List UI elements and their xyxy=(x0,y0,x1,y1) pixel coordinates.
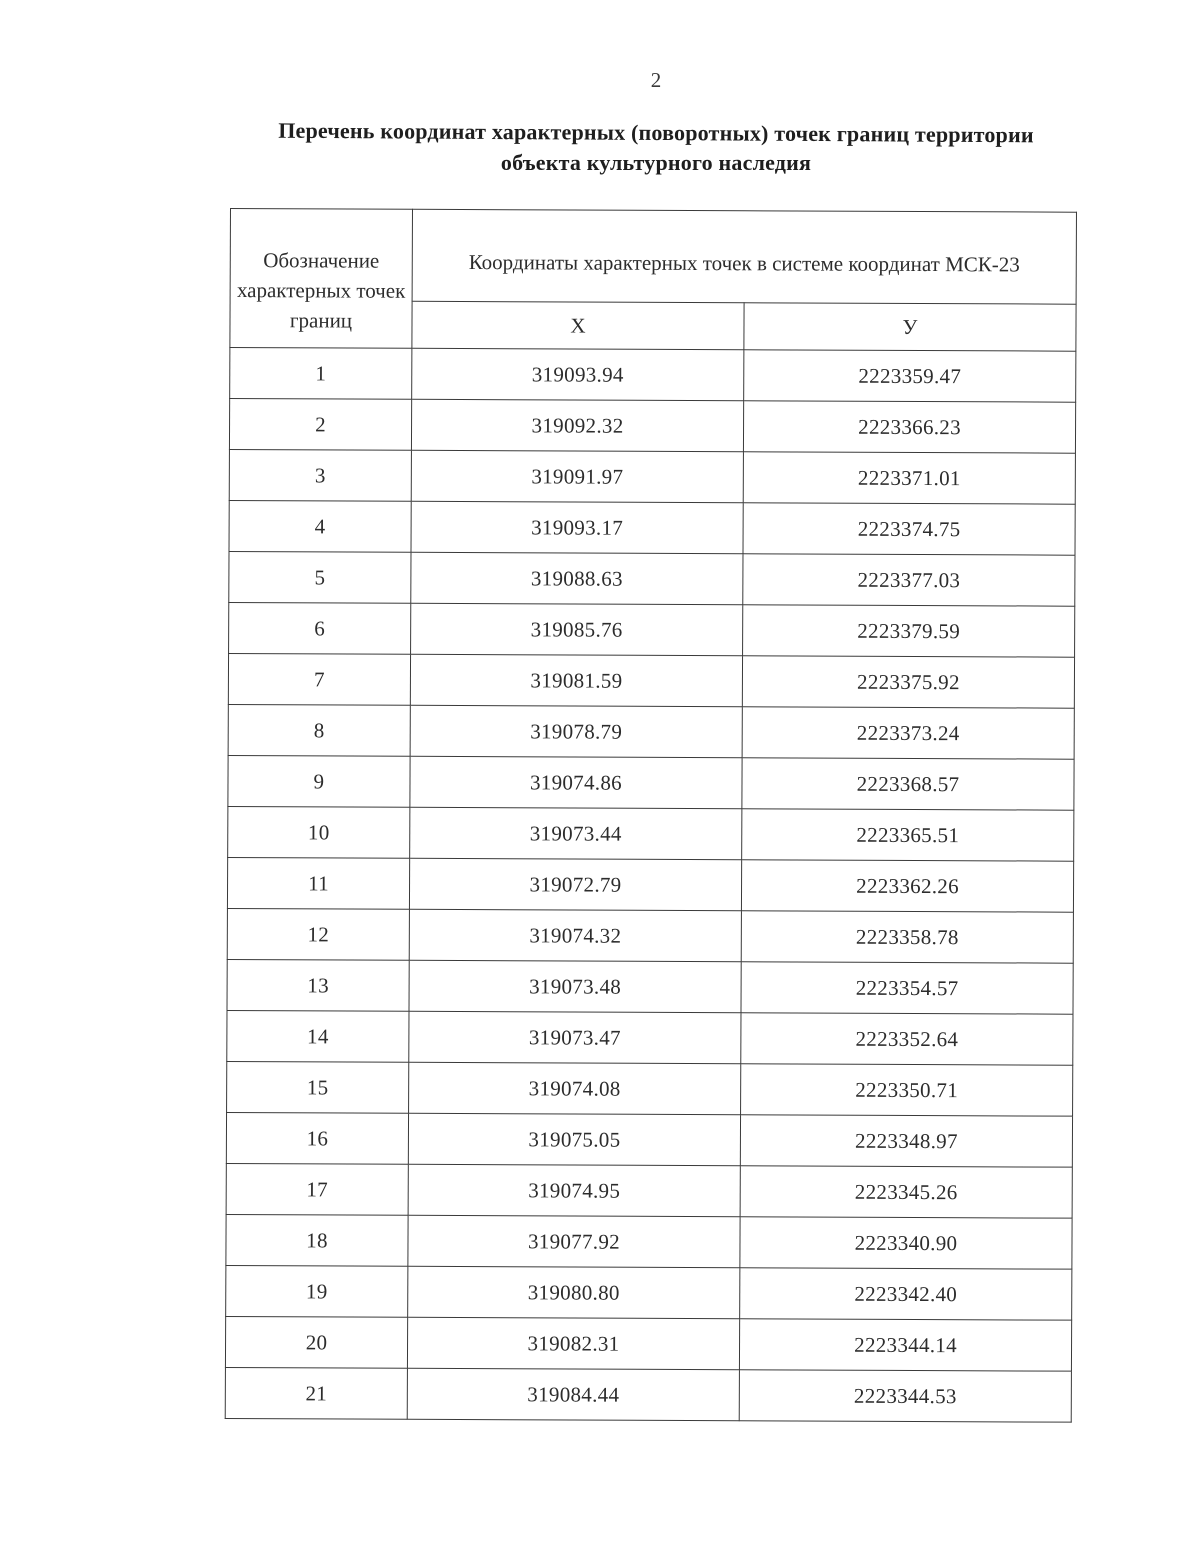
cell-y-coordinate xyxy=(743,503,1075,555)
cell-x-coordinate xyxy=(411,450,743,502)
cell-y-coordinate xyxy=(743,452,1075,504)
cell-y-coordinate xyxy=(741,1013,1073,1065)
table-row xyxy=(230,348,1076,403)
cell-x-coordinate xyxy=(411,552,743,604)
cell-point-number-value: 8 xyxy=(313,717,325,742)
cell-x-coordinate xyxy=(408,1113,740,1165)
cell-point-number xyxy=(227,857,409,909)
cell-point-number-value: 2 xyxy=(315,411,327,436)
cell-x-coordinate xyxy=(409,909,741,961)
cell-point-number-value: 10 xyxy=(307,819,330,844)
cell-y-coordinate xyxy=(741,911,1073,963)
table-header xyxy=(230,209,1077,352)
page-number: 2 xyxy=(650,68,662,92)
cell-point-number xyxy=(229,500,411,552)
cell-y-coordinate-value: 2223362.26 xyxy=(856,873,959,898)
cell-point-number-value: 7 xyxy=(313,666,325,691)
table-row xyxy=(229,602,1075,657)
cell-x-coordinate xyxy=(409,1011,741,1063)
table-row xyxy=(229,399,1075,454)
cell-point-number-value: 19 xyxy=(305,1278,328,1303)
cell-x-coordinate xyxy=(410,756,742,808)
document-title xyxy=(200,118,1112,178)
cell-x-coordinate xyxy=(409,858,741,910)
table-row xyxy=(227,908,1073,963)
cell-point-number-value: 3 xyxy=(314,462,326,487)
cell-x-coordinate xyxy=(411,501,743,553)
cell-point-number-value: 15 xyxy=(306,1074,329,1099)
table-row xyxy=(226,1163,1072,1218)
header-x: X xyxy=(412,301,744,349)
cell-point-number xyxy=(226,1112,408,1164)
cell-y-coordinate-value: 2223348.97 xyxy=(855,1128,958,1153)
cell-x-coordinate-value: 319072.79 xyxy=(529,871,622,897)
header-point-label: Обозначение характерных точек границ xyxy=(230,209,413,349)
table-row xyxy=(228,653,1074,708)
cell-y-coordinate-value: 2223342.40 xyxy=(854,1281,958,1306)
cell-point-number-value: 1 xyxy=(315,360,327,385)
cell-x-coordinate xyxy=(409,1062,741,1114)
table-row xyxy=(227,1061,1073,1116)
cell-y-coordinate-value: 2223379.59 xyxy=(857,618,961,643)
cell-y-coordinate xyxy=(741,962,1073,1014)
table-row xyxy=(226,1112,1072,1167)
cell-y-coordinate xyxy=(740,1115,1072,1167)
header-y: У xyxy=(744,303,1076,351)
cell-point-number-value: 5 xyxy=(314,564,326,589)
cell-y-coordinate-value: 2223365.51 xyxy=(856,822,960,847)
cell-y-coordinate xyxy=(744,350,1076,402)
cell-point-number xyxy=(227,908,409,960)
cell-x-coordinate-value: 319091.97 xyxy=(531,463,624,489)
cell-point-number xyxy=(227,1061,409,1113)
table-row xyxy=(227,1010,1073,1065)
cell-x-coordinate xyxy=(409,960,741,1012)
cell-point-number xyxy=(229,399,411,451)
cell-x-coordinate xyxy=(410,705,742,757)
cell-y-coordinate xyxy=(742,809,1074,861)
cell-y-coordinate xyxy=(741,860,1073,912)
cell-x-coordinate-value: 319084.44 xyxy=(527,1381,620,1407)
cell-point-number xyxy=(226,1265,408,1317)
cell-y-coordinate xyxy=(742,707,1074,759)
table-row xyxy=(227,857,1073,912)
cell-point-number-value: 13 xyxy=(307,972,329,997)
cell-x-coordinate xyxy=(408,1266,740,1318)
cell-x-coordinate-value: 319088.63 xyxy=(530,565,623,591)
cell-point-number-value: 6 xyxy=(314,615,326,640)
cell-y-coordinate xyxy=(742,758,1074,810)
cell-x-coordinate-value: 319093.94 xyxy=(531,361,624,387)
cell-x-coordinate xyxy=(408,1164,740,1216)
cell-point-number xyxy=(229,551,411,603)
cell-y-coordinate-value: 2223375.92 xyxy=(857,669,960,694)
cell-y-coordinate-value: 2223354.57 xyxy=(855,975,959,1000)
cell-x-coordinate-value: 319078.79 xyxy=(530,718,623,744)
cell-y-coordinate-value: 2223344.14 xyxy=(854,1332,957,1357)
cell-point-number xyxy=(229,449,411,501)
cell-point-number xyxy=(229,602,411,654)
table-row xyxy=(229,449,1075,504)
cell-point-number-value: 17 xyxy=(306,1176,329,1201)
cell-x-coordinate-value: 319073.48 xyxy=(529,973,622,999)
cell-y-coordinate-value: 2223340.90 xyxy=(854,1230,958,1255)
table-row xyxy=(229,500,1075,555)
cell-point-number-value: 4 xyxy=(314,513,326,538)
cell-point-number xyxy=(226,1214,408,1266)
table-row xyxy=(225,1367,1071,1422)
cell-x-coordinate xyxy=(410,807,742,859)
cell-x-coordinate-value: 319073.44 xyxy=(529,820,622,846)
cell-x-coordinate-value: 319074.95 xyxy=(528,1177,621,1203)
cell-point-number-value: 18 xyxy=(306,1227,328,1252)
cell-x-coordinate-value: 319081.59 xyxy=(530,667,623,693)
cell-x-coordinate xyxy=(407,1368,739,1420)
cell-point-number-value: 16 xyxy=(306,1125,329,1150)
cell-x-coordinate-value: 319082.31 xyxy=(527,1330,620,1356)
cell-point-number xyxy=(227,959,409,1011)
cell-point-number-value: 11 xyxy=(308,870,330,895)
table-row xyxy=(228,704,1074,759)
document-title-line-2: объекта культурного наследия xyxy=(500,150,812,175)
cell-y-coordinate xyxy=(739,1319,1071,1371)
table-row xyxy=(226,1214,1072,1269)
cell-x-coordinate xyxy=(407,1317,739,1369)
cell-y-coordinate-value: 2223371.01 xyxy=(857,465,961,490)
cell-point-number-value: 12 xyxy=(307,921,330,946)
cell-y-coordinate-value: 2223350.71 xyxy=(855,1077,959,1102)
cell-y-coordinate xyxy=(740,1217,1072,1269)
table-row xyxy=(225,1316,1071,1371)
cell-x-coordinate-value: 319077.92 xyxy=(527,1228,621,1254)
cell-y-coordinate xyxy=(740,1166,1072,1218)
cell-point-number-value: 14 xyxy=(307,1023,329,1048)
cell-x-coordinate xyxy=(411,603,743,655)
cell-x-coordinate xyxy=(411,399,743,451)
cell-point-number xyxy=(227,1010,409,1062)
cell-point-number-value: 20 xyxy=(305,1329,328,1354)
cell-y-coordinate-value: 2223344.53 xyxy=(853,1383,957,1408)
table-body xyxy=(225,348,1076,1423)
cell-x-coordinate-value: 319073.47 xyxy=(528,1024,621,1050)
table-row xyxy=(228,755,1074,810)
cell-point-number-value: 21 xyxy=(305,1380,328,1405)
cell-point-number xyxy=(230,348,412,400)
cell-point-number xyxy=(228,704,410,756)
cell-point-number xyxy=(226,1163,408,1215)
cell-y-coordinate xyxy=(743,401,1075,453)
cell-x-coordinate xyxy=(408,1215,740,1267)
cell-x-coordinate-value: 319085.76 xyxy=(530,616,623,642)
document-title-line-1: Перечень координат характерных (поворотных) точек границ территории xyxy=(278,117,1034,148)
cell-point-number xyxy=(228,806,410,858)
cell-point-number xyxy=(228,755,410,807)
cell-y-coordinate-value: 2223345.26 xyxy=(854,1179,958,1204)
cell-y-coordinate xyxy=(742,656,1074,708)
cell-x-coordinate-value: 319074.32 xyxy=(529,922,622,948)
table-row xyxy=(228,806,1074,861)
cell-x-coordinate xyxy=(410,654,742,706)
cell-y-coordinate-value: 2223373.24 xyxy=(856,720,960,745)
cell-y-coordinate-value: 2223368.57 xyxy=(856,771,960,796)
cell-x-coordinate-value: 319093.17 xyxy=(531,514,624,540)
cell-y-coordinate xyxy=(743,605,1075,657)
cell-point-number-value: 9 xyxy=(313,768,325,793)
cell-x-coordinate-value: 319080.80 xyxy=(527,1279,620,1305)
cell-y-coordinate xyxy=(743,554,1075,606)
table-row xyxy=(226,1265,1072,1320)
cell-x-coordinate xyxy=(412,348,744,400)
cell-y-coordinate-value: 2223374.75 xyxy=(857,516,961,541)
cell-x-coordinate-value: 319074.08 xyxy=(528,1075,621,1101)
cell-y-coordinate-value: 2223377.03 xyxy=(857,567,961,592)
cell-y-coordinate-value: 2223359.47 xyxy=(858,363,962,388)
cell-y-coordinate xyxy=(739,1370,1071,1422)
cell-point-number xyxy=(228,653,410,705)
cell-x-coordinate-value: 319074.86 xyxy=(529,769,623,795)
header-coordinate-system: Координаты характерных точек в системе координат МСК-23 xyxy=(412,209,1076,304)
cell-y-coordinate xyxy=(741,1064,1073,1116)
cell-point-number xyxy=(225,1367,407,1419)
cell-y-coordinate xyxy=(740,1268,1072,1320)
cell-y-coordinate-value: 2223352.64 xyxy=(855,1026,959,1051)
cell-x-coordinate-value: 319075.05 xyxy=(528,1126,621,1152)
cell-point-number xyxy=(225,1316,407,1368)
coordinates-table xyxy=(225,208,1077,1423)
cell-y-coordinate-value: 2223358.78 xyxy=(855,924,959,949)
table-row xyxy=(229,551,1075,606)
cell-y-coordinate-value: 2223366.23 xyxy=(858,414,961,439)
cell-x-coordinate-value: 319092.32 xyxy=(531,412,624,438)
table-row xyxy=(227,959,1073,1014)
